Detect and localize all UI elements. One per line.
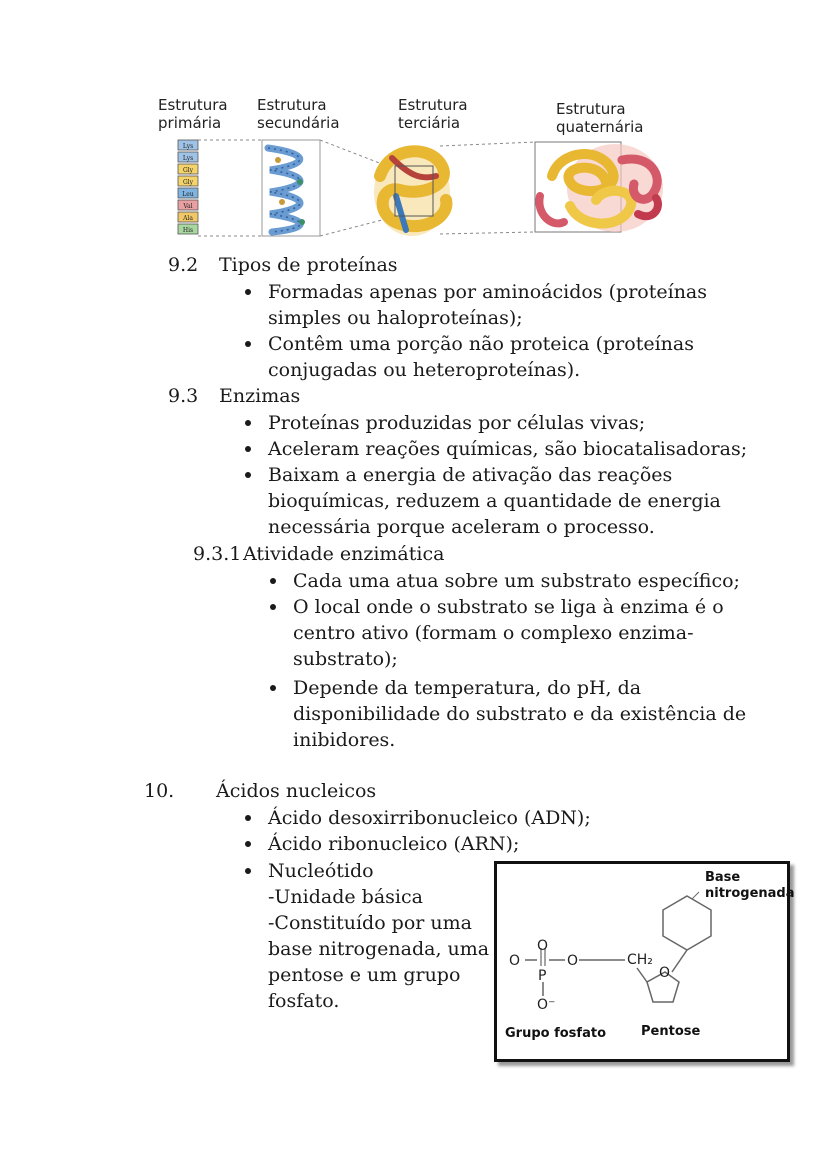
line: inibidores. bbox=[293, 729, 396, 751]
glycosidic-bond bbox=[672, 950, 687, 972]
nucleotide-structure-drawing bbox=[497, 864, 787, 1059]
connector-lines bbox=[198, 140, 535, 236]
amino-acid-label: Leu bbox=[182, 191, 194, 198]
amino-acid-label: Gly bbox=[182, 179, 194, 186]
line: disponibilidade do substrato e da existência de bbox=[293, 703, 747, 725]
atom-o-left: O bbox=[509, 953, 521, 969]
atom-ch2: CH₂ bbox=[627, 952, 653, 968]
line: base nitrogenada, uma bbox=[268, 938, 490, 960]
section-number-9-3: 9.3 bbox=[168, 385, 199, 407]
label-line: Estrutura bbox=[257, 96, 327, 114]
line: Proteínas produzidas por células vivas; bbox=[268, 412, 646, 434]
line: Baixam a energia de ativação das reações bbox=[268, 464, 673, 486]
bullet-marker bbox=[245, 289, 251, 295]
list-item bbox=[268, 858, 489, 1014]
list-item bbox=[268, 805, 591, 831]
line: Contêm uma porção não proteica (proteínas bbox=[268, 333, 694, 355]
label-line: quaternária bbox=[556, 118, 644, 136]
amino-acid-chain bbox=[178, 140, 198, 234]
line: -Constituído por uma bbox=[268, 912, 472, 934]
amino-acid-label: Ala bbox=[183, 215, 193, 222]
label-line: Estrutura bbox=[556, 100, 626, 118]
bullet-marker bbox=[245, 841, 251, 847]
bullet-marker bbox=[270, 604, 276, 610]
line: Formadas apenas por aminoácidos (proteínas bbox=[268, 281, 708, 303]
ch2-bond bbox=[637, 968, 647, 982]
section-number-10: 10. bbox=[144, 780, 175, 802]
list-item bbox=[268, 410, 645, 436]
list-item bbox=[293, 568, 740, 594]
label-line: secundária bbox=[257, 114, 340, 132]
section-number-9-2: 9.2 bbox=[168, 254, 199, 276]
amino-acid-label: Val bbox=[183, 203, 193, 210]
atom-o-minus: O⁻ bbox=[537, 997, 556, 1013]
line: Nucleótido bbox=[268, 860, 374, 882]
nucleotide-diagram bbox=[494, 861, 795, 1062]
label-line: terciária bbox=[398, 114, 461, 132]
atom-o-ring: O bbox=[659, 965, 671, 981]
label-line: Estrutura bbox=[398, 96, 468, 114]
list-item bbox=[268, 279, 707, 331]
base-label-line2: nitrogenada bbox=[705, 886, 795, 901]
bullet-marker bbox=[245, 446, 251, 452]
bullet-marker bbox=[245, 420, 251, 426]
atom-o-right: O bbox=[567, 953, 579, 969]
label-primary-structure bbox=[158, 96, 228, 132]
line: -Unidade básica bbox=[268, 886, 423, 908]
amino-acid-label: His bbox=[182, 227, 194, 234]
line: substrato); bbox=[293, 648, 398, 670]
line: O local onde o substrato se liga à enzima é o bbox=[293, 596, 724, 618]
list-item bbox=[268, 462, 721, 540]
line: Cada uma atua sobre um substrato específico; bbox=[293, 570, 740, 592]
protein-structure-illustration bbox=[160, 136, 670, 244]
list-item bbox=[268, 831, 519, 857]
phosphate-group-label: Grupo fosfato bbox=[505, 1026, 606, 1041]
line: conjugadas ou heteroproteínas). bbox=[268, 359, 581, 381]
line: simples ou haloproteínas); bbox=[268, 307, 523, 329]
amino-acid-label: Lys bbox=[182, 155, 194, 162]
section-title-atividade-enzimatica: Atividade enzimática bbox=[243, 543, 445, 565]
line: bioquímicas, reduzem a quantidade de energia bbox=[268, 490, 721, 512]
bullet-marker bbox=[270, 685, 276, 691]
line: Depende da temperatura, do pH, da bbox=[293, 677, 642, 699]
label-line: Estrutura bbox=[158, 96, 228, 114]
bullet-marker bbox=[245, 341, 251, 347]
atom-p: P bbox=[538, 968, 547, 984]
section-title-tipos-de-proteinas: Tipos de proteínas bbox=[219, 254, 398, 276]
base-label-pointer bbox=[692, 892, 699, 899]
section-title-enzimas: Enzimas bbox=[219, 385, 301, 407]
label-tertiary-structure bbox=[398, 96, 468, 132]
quaternary-cluster-icon bbox=[535, 142, 663, 232]
list-item bbox=[268, 331, 694, 383]
label-quaternary-structure bbox=[556, 100, 643, 136]
list-item bbox=[293, 594, 724, 672]
list-item bbox=[268, 436, 747, 462]
line: Aceleram reações químicas, são biocatalisadoras; bbox=[268, 438, 748, 460]
atom-o-top: O bbox=[537, 938, 549, 954]
section-title-acidos-nucleicos: Ácidos nucleicos bbox=[216, 780, 377, 802]
bullet-marker bbox=[245, 815, 251, 821]
line: centro ativo (formam o complexo enzima- bbox=[293, 622, 694, 644]
amino-acid-label: Gly bbox=[182, 167, 194, 174]
section-number-9-3-1: 9.3.1 bbox=[193, 543, 242, 565]
alpha-helix-icon bbox=[262, 140, 320, 236]
label-secondary-structure bbox=[257, 96, 340, 132]
base-label-line1: Base bbox=[705, 870, 741, 885]
list-item bbox=[293, 675, 746, 753]
label-line: primária bbox=[158, 114, 222, 132]
bullet-marker bbox=[245, 868, 251, 874]
line: Ácido ribonucleico (ARN); bbox=[268, 833, 520, 855]
line: Ácido desoxirribonucleico (ADN); bbox=[268, 807, 591, 829]
nitrogenous-base-hexagon-icon bbox=[663, 896, 711, 950]
tertiary-fold-icon bbox=[374, 148, 450, 236]
line: fosfato. bbox=[268, 990, 340, 1012]
amino-acid-label: Lys bbox=[182, 143, 194, 150]
bullet-marker bbox=[245, 472, 251, 478]
bullet-marker bbox=[270, 578, 276, 584]
line: necessária porque aceleram o processo. bbox=[268, 516, 655, 538]
pentose-label: Pentose bbox=[641, 1024, 701, 1039]
line: pentose e um grupo bbox=[268, 964, 461, 986]
